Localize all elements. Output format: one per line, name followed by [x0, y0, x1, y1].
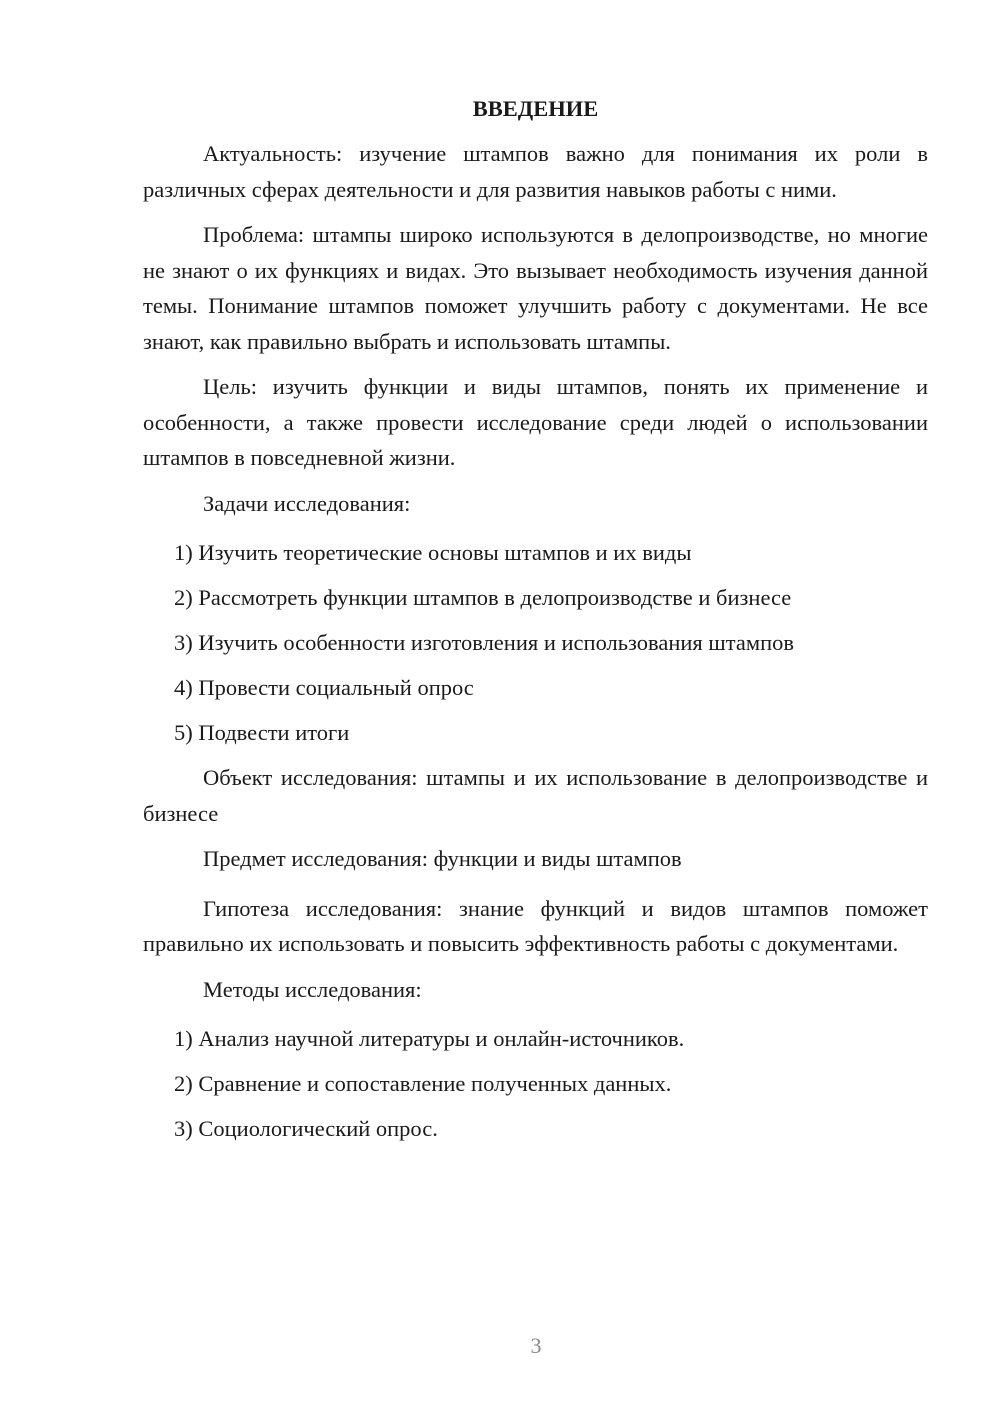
goal-paragraph: Цель: изучить функции и виды штампов, понять их применение и особенности, а также провести исследование среди людей о использовании штампов в повседневной жизни. — [143, 374, 928, 470]
subject-paragraph: Предмет исследования: функции и виды штампов — [203, 846, 682, 871]
method-item: 2) Сравнение и сопоставление полученных данных. — [174, 1071, 672, 1096]
tasks-heading: Задачи исследования: — [203, 490, 411, 516]
problem-paragraph: Проблема: штампы широко используются в делопроизводстве, но многие не знают о их функциях и видах. Это вызывает необходимость изучения данной темы. Понимание штампов поможет улучшить работу с документами. Не все знают, как правильно выбрать и использовать штампы. — [143, 222, 928, 354]
hypothesis-paragraph: Гипотеза исследования: знание функций и видов штампов поможет правильно их использовать и повысить эффективность работы с документами. — [143, 895, 928, 956]
relevance-paragraph: Актуальность: изучение штампов важно для понимания их роли в различных сферах деятельности и для развития навыков работы с ними. — [143, 141, 928, 202]
method-item: 1) Анализ научной литературы и онлайн-источников. — [174, 1026, 685, 1051]
methods-heading: Методы исследования: — [203, 976, 422, 1002]
object-paragraph: Объект исследования: штампы и их использование в делопроизводстве и бизнесе — [143, 765, 928, 826]
task-item: 3) Изучить особенности изготовления и использования штампов — [174, 630, 794, 655]
task-item: 2) Рассмотреть функции штампов в делопроизводстве и бизнесе — [174, 585, 792, 610]
page-content — [143, 94, 928, 1156]
task-item: 4) Провести социальный опрос — [174, 675, 474, 700]
task-item: 5) Подвести итоги — [174, 720, 350, 745]
method-item: 3) Социологический опрос. — [174, 1116, 438, 1141]
page-title: ВВЕДЕНИЕ — [472, 96, 599, 121]
task-item: 1) Изучить теоретические основы штампов и их виды — [174, 540, 692, 565]
page-number: 3 — [530, 1333, 542, 1358]
